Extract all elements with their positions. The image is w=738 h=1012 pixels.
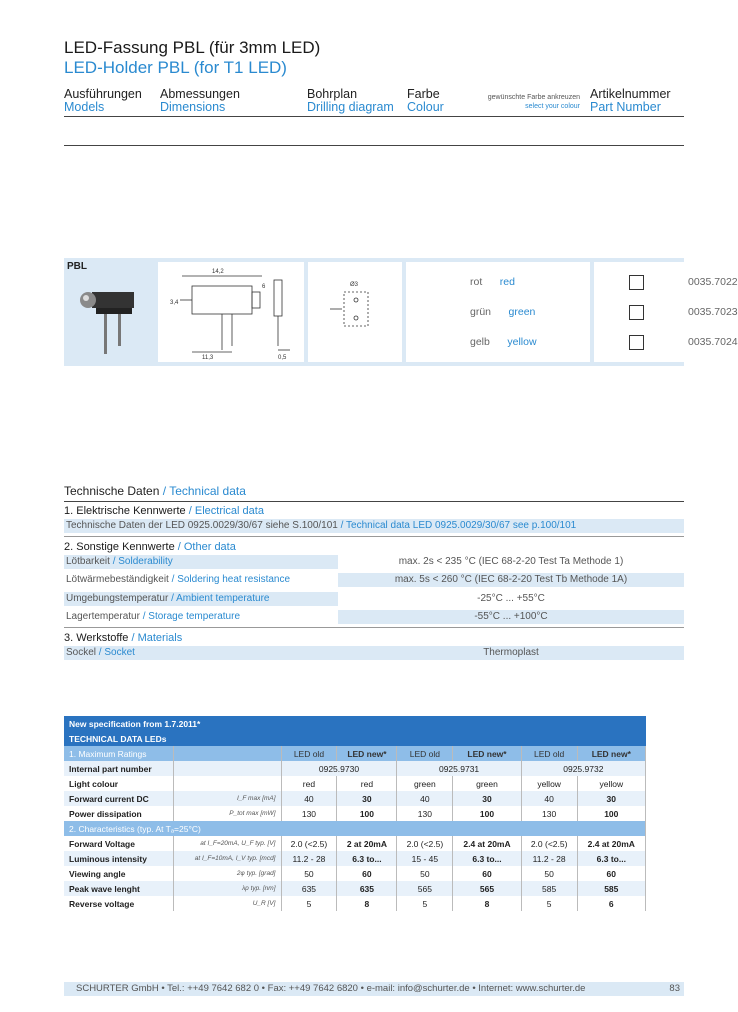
dim-side: 6 (262, 284, 266, 290)
checkbox-green[interactable] (629, 305, 644, 320)
header-models: Ausführungen Models (64, 87, 142, 114)
row-forward-current: Forward current DC I_F max [mA] 40 30 40 30 40 30 (64, 791, 646, 806)
sec2-label: 2. Characteristics (typ. At Tₐ=25°C) (64, 821, 646, 836)
product-row (64, 258, 738, 366)
part-red: 0035.7022 (688, 276, 738, 288)
dim-pin: 0,5 (278, 355, 287, 361)
header-dimensions: Abmessungen Dimensions (160, 87, 240, 114)
dim-d: 3,4 (170, 300, 179, 306)
checkbox-red[interactable] (629, 275, 644, 290)
dim-drill: Ø3 (350, 282, 359, 288)
row-reverse-voltage: Reverse voltage U_R [V] 5 8 5 8 5 6 (64, 896, 646, 911)
drilling-drawing (322, 274, 392, 344)
footer-contact: SCHURTER GmbH • Tel.: ++49 7642 682 0 • Fax: ++49 7642 6820 • e-mail: info@schurter.de • Internet: www.schurter.de (76, 983, 586, 994)
s3-title: 3. Werkstoffe / Materials (64, 632, 183, 644)
part-yellow: 0035.7024 (688, 336, 738, 348)
option-yellow-label: gelb yellow (470, 336, 537, 348)
row-viewing-angle: Viewing angle 2φ typ. [grad] 50 60 50 60 50 60 (64, 866, 646, 881)
s2-row-heat: Lötwärmebeständigkeit / Soldering heat resistance max. 5s < 260 °C (IEC 68-2-20 Test Tb Methode 1A) (64, 573, 684, 587)
s3-row-socket: Sockel / Socket Thermoplast (64, 646, 684, 660)
led-table-header2: TECHNICAL DATA LEDs (64, 731, 646, 746)
option-green-label: grün green (470, 306, 536, 318)
model-label: PBL (67, 261, 87, 272)
row-peak-wave: Peak wave lenght λp typ. [nm] 635 635 565 565 585 585 (64, 881, 646, 896)
s2-row-solderability: Lötbarkeit / Solderability max. 2s < 235 °C (IEC 68-2-20 Test Ta Methode 1) (64, 555, 684, 569)
dimension-drawing (162, 262, 302, 362)
s2-row-ambient: Umgebungstemperatur / Ambient temperature -25°C ... +55°C (64, 592, 684, 606)
footer (64, 982, 684, 996)
title-de: LED-Fassung PBL (für 3mm LED) (64, 38, 321, 57)
sec1-label: 1. Maximum Ratings (64, 746, 173, 761)
led-table-header1: New specification from 1.7.2011* (64, 716, 646, 731)
section-rule (64, 145, 684, 146)
header-partnumber: Artikelnummer Part Number (590, 87, 671, 114)
s1-title: 1. Elektrische Kennwerte / Electrical data (64, 505, 264, 517)
header-colour: Farbe Colour (407, 87, 444, 114)
row-forward-voltage: Forward Voltage at I_F=20mA, U_F typ. [V] 2.0 (<2.5) 2 at 20mA 2.0 (<2.5) 2.4 at 20mA 2.0 (<2.5) 2.4 at 20mA (64, 836, 646, 851)
row-power-dissipation: Power dissipation P_tot max [mW] 130 100 130 100 130 100 (64, 806, 646, 821)
checkbox-yellow[interactable] (629, 335, 644, 350)
row-light-colour: Light colour red red green green yellow yellow (64, 776, 646, 791)
tech-title: Technische Daten / Technical data (64, 484, 246, 498)
row-internal-part: Internal part number 0925.9730 0925.9731 0925.9732 (64, 761, 646, 776)
dim-bottom: 11,3 (202, 355, 214, 361)
dim-top: 14,2 (212, 269, 224, 275)
s1-row: Technische Daten der LED 0925.0029/30/67 siehe S.100/101 / Technical data LED 0925.0029/30/67 see p.100/101 (64, 519, 684, 533)
led-data-table: New specification from 1.7.2011* TECHNICAL DATA LEDs 1. Maximum Ratings LED old LED new* LED old LED new* LED old LED new* Internal part number 0925.9730 0925.9731 0925.9732 Light colour red red green green yellow yellow Forward current DC I_F max [mA] 40 30 40 30 40 30 Power dissipation P_tot max [mW] 130 100 130 100 130 100 2. Characteristics (typ. At Tₐ=25°C) Forward Voltage at I_F=20mA, U_F typ. [V] 2.0 (<2.5) 2 at 20mA 2.0 (<2.5) 2.4 at 20mA 2.0 (<2.5) 2.4 at 20mA Luminous intensity at I_F=10mA, I_V typ. [mcd] 11.2 - 28 6.3 to... 15 - 45 6.3 to... 11.2 - 28 6.3 to... Viewing angle 2φ typ. [grad] 50 60 50 60 50 60 Peak wave lenght λp typ. [nm] 635 635 565 565 585 585 Reverse voltage U_R [V] 5 8 5 8 5 6 (64, 716, 646, 911)
row-luminous-intensity: Luminous intensity at I_F=10mA, I_V typ. [mcd] 11.2 - 28 6.3 to... 15 - 45 6.3 to... 11.2 - 28 6.3 to... (64, 851, 646, 866)
part-green: 0035.7023 (688, 306, 738, 318)
title-en: LED-Holder PBL (for T1 LED) (64, 58, 287, 77)
option-red-label: rot red (470, 276, 515, 288)
header-select: gewünschte Farbe ankreuzen select your colour (487, 94, 580, 110)
product-image (74, 278, 154, 360)
header-drilling: Bohrplan Drilling diagram (307, 87, 394, 114)
header-rule (64, 116, 684, 117)
s2-title: 2. Sonstige Kennwerte / Other data (64, 541, 236, 553)
tech-rule (64, 501, 684, 502)
s2-rule (64, 627, 684, 628)
s2-row-storage: Lagertemperatur / Storage temperature -55°C ... +100°C (64, 610, 684, 624)
s1-rule (64, 536, 684, 537)
page-number: 83 (669, 983, 680, 994)
